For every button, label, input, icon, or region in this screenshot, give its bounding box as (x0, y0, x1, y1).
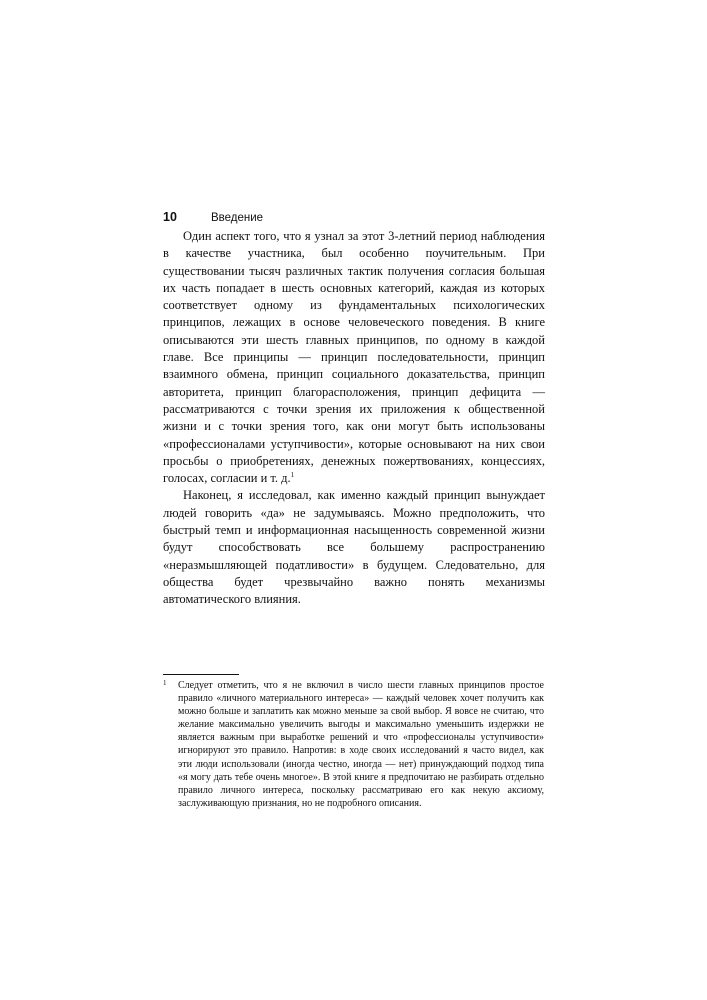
section-title: Введение (211, 212, 264, 224)
main-text (163, 228, 545, 609)
paragraph (163, 487, 545, 608)
paragraph-text: Один аспект того, что я узнал за этот 3-летний период наблюдения в качестве участника, был особенно поучительным. При существовании тысяч различных тактик получения согласия большая их часть попадает в шесть основных категорий, каждая из которых соответствует одному из фундаментальных психологических принципов, лежащих в основе человеческого поведения. В книге описываются эти шесть главных принципов, по одному в каждой главе. Все принципы — принцип последовательности, принцип взаимного обмена, принцип социального доказательства, принцип авторитета, принцип благорасположения, принцип дефицита — рассматриваются с точки зрения их приложения к общественной жизни и с точки зрения того, как они могут быть использованы «профессионалами уступчивости», которые основывают на них свои просьбы о приобретениях, денежных пожертвованиях, концессиях, голосах, согласии и т. д. (163, 229, 545, 486)
footnote-reference[interactable]: 1 (290, 471, 295, 480)
footnote-marker: 1 (163, 679, 167, 687)
page-number: 10 (163, 210, 177, 224)
paragraph (163, 228, 545, 487)
footnote (163, 679, 544, 810)
running-head (163, 209, 543, 225)
footnote-text: Следует отметить, что я не включил в число шести главных принципов простое правило «личного материального интереса» — каждый человек хочет получить как можно больше и заплатить как можно меньше за свой выбор. Я вовсе не считаю, что желание максимально увеличить выгоды и максимально уменьшить издержки не является важным при выработке решений и что «профессионалы уступчивости» игнорируют это правило. Напротив: в ходе своих исследований я часто видел, как эти люди использовали (иногда честно, иногда — нет) принуждающий подход типа «я могу дать тебе очень многое». В этой книге я предпочитаю не разбирать отдельно правило личного интереса, поскольку рассматриваю его как некую аксиому, заслуживающую признания, но не подробного описания. (178, 680, 544, 809)
paragraph-text: Наконец, я исследовал, как именно каждый принцип вынуждает людей говорить «да» не задумываясь. Можно предположить, что быстрый темп и информационная насыщенность современной жизни будут способствовать все большему распространению «неразмышляющей податливости» в будущем. Следовательно, для общества будет чрезвычайно важно понять механизмы автоматического влияния. (163, 488, 545, 607)
footnote-divider (163, 674, 239, 675)
